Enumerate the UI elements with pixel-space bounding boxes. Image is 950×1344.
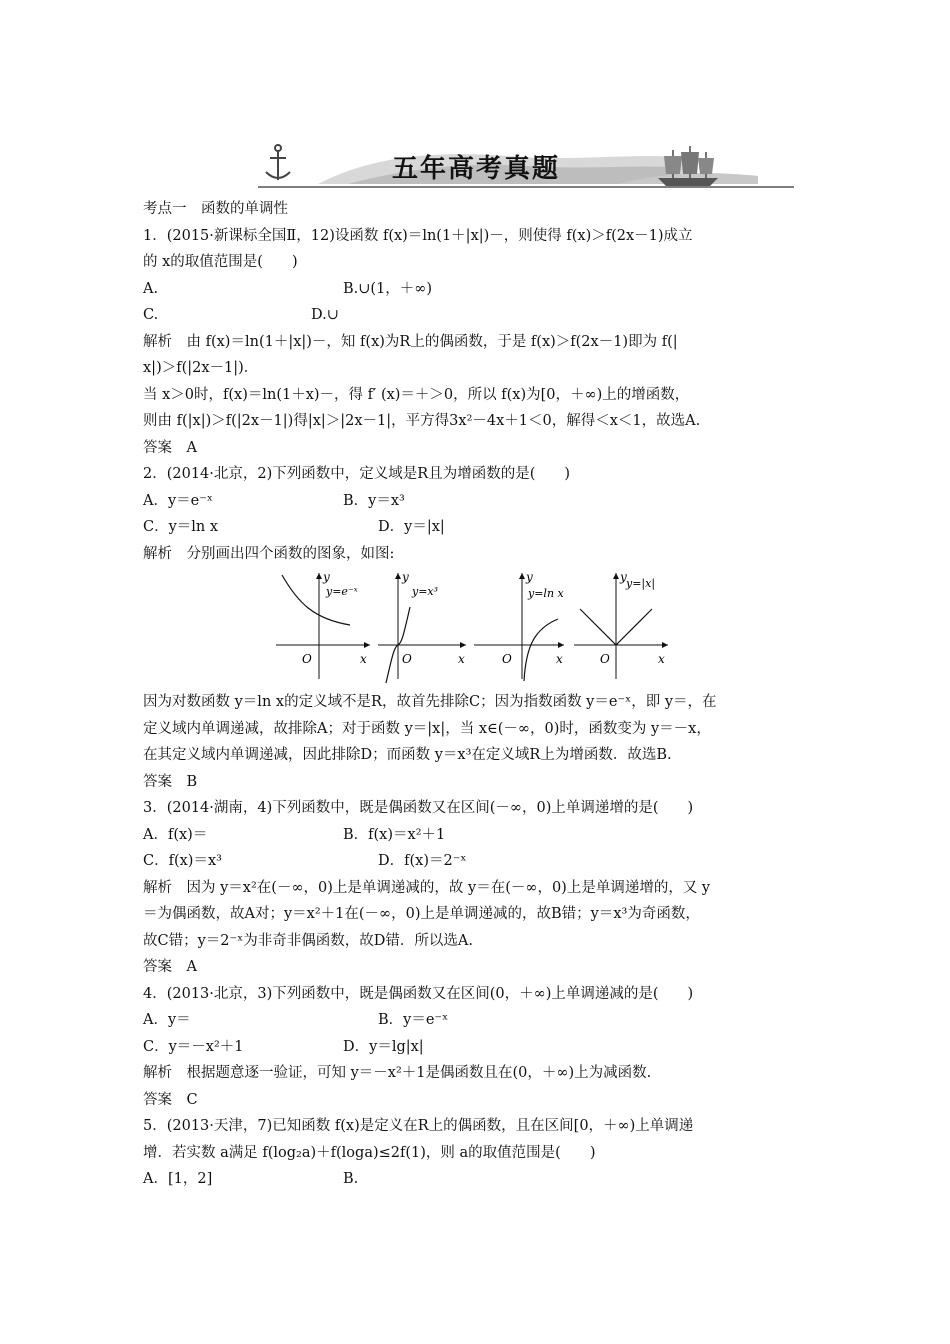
origin-label: O xyxy=(402,652,412,666)
option-c: C. xyxy=(143,307,159,323)
question-3 xyxy=(143,795,813,981)
origin-label: O xyxy=(502,652,512,666)
option-a: A．y＝ xyxy=(143,1012,191,1028)
option-a: A．y＝e⁻ˣ xyxy=(143,492,214,509)
axis-y-label: y xyxy=(526,570,533,584)
analysis-line: 解析 由 f(x)＝ln(1＋|x|)－，知 f(x)为R上的偶函数，于是 f(x)＞f(2x－1)即为 f(| xyxy=(143,333,678,350)
question-stem: 的 x的取值范围是( ) xyxy=(143,254,298,270)
axis-x-label: x xyxy=(556,652,563,666)
answer: 答案 C xyxy=(143,1091,198,1108)
axis-x-label: x xyxy=(360,652,367,666)
function-label: y=x³ xyxy=(412,585,439,598)
option-a: A. xyxy=(143,280,159,297)
answer: 答案 B xyxy=(143,773,198,790)
option-c: C．f(x)＝x³ xyxy=(143,853,222,869)
analysis-line: 当 x＞0时，f(x)＝ln(1＋x)－，得 f′ (x)＝＋＞0，所以 f(x)为[0，＋∞)上的增函数， xyxy=(143,386,690,403)
anchor-icon xyxy=(266,145,290,180)
option-b: B．y＝e⁻ˣ xyxy=(378,1012,449,1028)
question-stem: 2．(2014·北京，2)下列函数中，定义域是R且为增函数的是( ) xyxy=(143,466,571,482)
analysis-line: 在其定义域内单调递减，因此排除D；而函数 y＝x³在定义域R上为增函数．故选B. xyxy=(143,747,672,763)
banner-title: 五年高考真题 xyxy=(391,154,560,184)
question-2 xyxy=(143,461,813,795)
option-a: A．f(x)＝ xyxy=(143,826,208,843)
analysis-line: 因为对数函数 y＝ln x的定义域不是R，故首先排除C；因为指数函数 y＝e⁻ˣ，即 y＝，在 xyxy=(143,694,717,710)
ship-icon xyxy=(658,146,718,186)
section-heading: 考点一 函数的单调性 xyxy=(143,201,288,217)
option-b: B.∪(1，＋∞) xyxy=(343,280,433,297)
analysis-line: x|)＞f(|2x－1|)． xyxy=(143,360,259,376)
analysis-line: 故C错；y＝2⁻ˣ为非奇非偶函数，故D错．所以选A. xyxy=(143,932,474,949)
question-stem: 增．若实数 a满足 f(log₂a)＋f(loga)≤2f(1)，则 a的取值范围是( ) xyxy=(143,1144,596,1161)
option-d: D.∪ xyxy=(311,307,339,323)
origin-label: O xyxy=(600,652,610,666)
question-stem: 5．(2013·天津，7)已知函数 f(x)是定义在R上的偶函数，且在区间[0，＋∞)上单调递 xyxy=(143,1118,694,1134)
option-b: B．y＝x³ xyxy=(343,492,405,509)
graph-abs xyxy=(574,570,668,679)
origin-label: O xyxy=(302,652,312,666)
option-d: D．y＝|x| xyxy=(378,519,445,535)
question-stem: 1．(2015·新课标全国Ⅱ，12)设函数 f(x)＝ln(1＋|x|)－，则使得 f(x)＞f(2x－1)成立 xyxy=(143,227,693,244)
question-4 xyxy=(143,981,813,1114)
option-a: A．[1，2] xyxy=(143,1171,213,1187)
analysis-line: 则由 f(|x|)＞f(|2x－1|)得|x|＞|2x－1|，平方得3x²－4x＋1＜0，解得＜x＜1，故选A. xyxy=(143,413,701,429)
section-banner xyxy=(258,140,794,192)
question-1 xyxy=(143,223,813,462)
question-5 xyxy=(143,1113,813,1193)
document-body xyxy=(143,196,813,1193)
analysis-line: 解析 分别画出四个函数的图象，如图: xyxy=(143,545,395,562)
answer: 答案 A xyxy=(143,959,197,975)
option-c: C．y＝ln x xyxy=(143,519,219,535)
axis-y-label: y xyxy=(620,570,627,584)
function-label: y=e⁻ˣ xyxy=(326,585,358,598)
axis-x-label: x xyxy=(458,652,465,666)
option-b: B. xyxy=(343,1171,359,1187)
graph-exp xyxy=(276,570,370,679)
graph-cubic xyxy=(378,570,466,683)
function-label: y=|x| xyxy=(626,577,656,590)
function-graphs xyxy=(143,567,813,689)
answer: 答案 A xyxy=(143,439,197,456)
option-d: D．f(x)＝2⁻ˣ xyxy=(378,853,467,869)
option-b: B．f(x)＝x²＋1 xyxy=(343,826,446,843)
analysis-line: 解析 根据题意逐一验证，可知 y＝－x²＋1是偶函数且在(0，＋∞)上为减函数. xyxy=(143,1065,652,1081)
question-stem: 3．(2014·湖南，4)下列函数中，既是偶函数又在区间(－∞，0)上单调递增的是( ) xyxy=(143,800,694,816)
analysis-line: 解析 因为 y＝x²在(－∞，0)上是单调递减的，故 y＝在(－∞，0)上是单调递增的，又 y xyxy=(143,879,711,896)
option-d: D．y＝lg|x| xyxy=(343,1038,424,1055)
analysis-line: 定义域内单调递减，故排除A；对于函数 y＝|x|，当 x∈(－∞，0)时，函数变为 y＝－x， xyxy=(143,720,711,737)
axis-y-label: y xyxy=(402,570,409,584)
analysis-line: ＝为偶函数，故A对；y＝x²＋1在(－∞，0)上是单调递减的，故B错；y＝x³为奇函数， xyxy=(143,906,700,922)
option-c: C．y＝－x²＋1 xyxy=(143,1038,244,1055)
graph-log xyxy=(474,570,565,681)
function-label: y=ln x xyxy=(528,587,564,600)
axis-y-label: y xyxy=(323,570,330,584)
question-stem: 4．(2013·北京，3)下列函数中，既是偶函数又在区间(0，＋∞)上单调递减的是( ) xyxy=(143,985,694,1002)
axis-x-label: x xyxy=(658,652,665,666)
